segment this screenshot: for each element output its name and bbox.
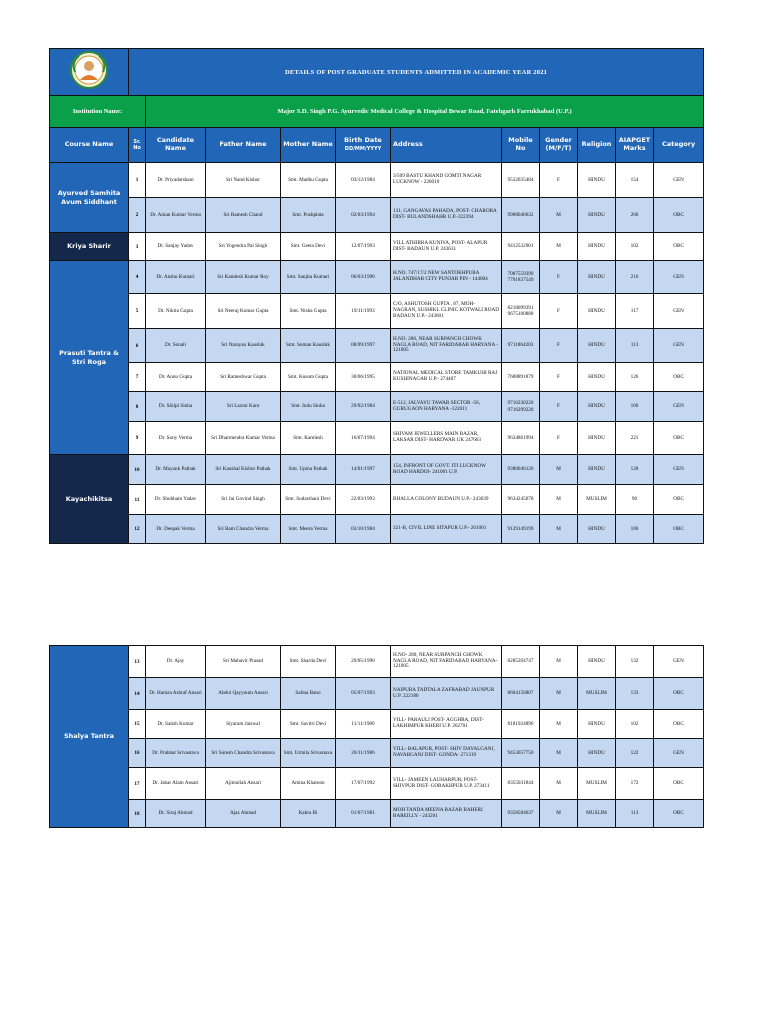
candidate-name-cell: Dr. Mayank Pathak	[146, 455, 206, 485]
candidate-name-cell: Dr. Sonali	[146, 329, 206, 363]
mother-name-cell: Smt. Sharda Devi	[281, 646, 336, 678]
candidate-name-cell: Dr. Ajay	[146, 646, 206, 678]
table-row	[50, 768, 704, 800]
gender-cell: M	[540, 233, 578, 261]
birth-date-cell: 29/02/1984	[336, 392, 391, 422]
birth-date-cell: 16/07/1994	[336, 422, 391, 455]
gender-cell: M	[540, 768, 578, 800]
father-name-cell: Sri Rameshwar Gupta	[206, 363, 281, 392]
gender-cell: F	[540, 329, 578, 363]
mother-name-cell: Smt. Upma Pathak	[281, 455, 336, 485]
mother-name-cell: Smt. Kusum Gupta	[281, 363, 336, 392]
address-cell: NATIONAL MEDICAL STORE TAMKUHI RAJ KUSHINAGAR U.P.- 274407	[391, 363, 502, 392]
mother-name-cell: Smt. Sanjita Kumari	[281, 261, 336, 294]
mother-name-cell: Smt. Indu Sinha	[281, 392, 336, 422]
birth-date-cell: 05/07/1993	[336, 678, 391, 710]
birth-date-cell: 14/01/1997	[336, 455, 391, 485]
religion-cell: HINDU	[578, 739, 616, 768]
header-sr-no: Sr. No	[129, 128, 146, 163]
sr-no-cell: 1	[129, 163, 146, 198]
address-cell: 3/509 BASTU KHAND GOMTI NAGAR LUCKNOW - 226010	[391, 163, 502, 198]
father-name-cell: Sri Dharmendra Kumar Verma	[206, 422, 281, 455]
aiapget-marks-cell: 154	[616, 163, 654, 198]
gender-cell: F	[540, 363, 578, 392]
mother-name-cell: Smt. Nisha Gupta	[281, 294, 336, 329]
candidate-name-cell: Dr. Anshu Kumari	[146, 261, 206, 294]
father-name-cell: Sri Ramesh Chand	[206, 198, 281, 233]
sr-no-cell: 9	[129, 422, 146, 455]
religion-cell: HINDU	[578, 329, 616, 363]
father-name-cell: Siyaram Jaiswal	[206, 710, 281, 739]
header-aiapget-marks: AIAPGET Marks	[616, 128, 654, 163]
mobile-no-cell: 9634861994	[502, 422, 540, 455]
aiapget-marks-cell: 113	[616, 800, 654, 828]
birth-date-cell: 03/12/1984	[336, 163, 391, 198]
header-birth-date-format: DD/MM/YYYY	[344, 146, 382, 152]
mobile-no-cell: 7087559399 7701837549	[502, 261, 540, 294]
header-gender: Gender (M/F/T)	[540, 128, 578, 163]
gender-cell: M	[540, 646, 578, 678]
candidate-name-cell: Dr. Siraj Ahmad	[146, 800, 206, 828]
birth-date-cell: 08/09/1997	[336, 329, 391, 363]
address-cell: 321-B, CIVIL LINE SITAPUR U.P.- 261001	[391, 515, 502, 544]
institution-name: Major S.D. Singh P.G. Ayurvedic Medical College & Hospital Bewar Road, Fatehgarh Farrukhabad (U.P.)	[146, 96, 704, 128]
birth-date-cell: 22/03/1993	[336, 485, 391, 515]
birth-date-cell: 12/07/1993	[336, 233, 391, 261]
father-name-cell: Sri Neeraj Kumar Gupta	[206, 294, 281, 329]
father-name-cell: Sri Nand Kishor	[206, 163, 281, 198]
category-cell: GEN	[654, 392, 704, 422]
address-cell: 154, INFRONT OF GOVT. ITI LUCKNOW ROAD HARDOI- 241001 U.P.	[391, 455, 502, 485]
candidate-name-cell: Dr. Sanjay Yadav	[146, 233, 206, 261]
header-category: Category	[654, 128, 704, 163]
table-row	[50, 329, 704, 363]
aiapget-marks-cell: 172	[616, 768, 654, 800]
table-row	[50, 455, 704, 485]
birth-date-cell: 06/03/1996	[336, 261, 391, 294]
birth-date-cell: 02/03/1994	[336, 198, 391, 233]
mobile-no-cell: 9412532901	[502, 233, 540, 261]
address-cell: VILL- BALAPUR, POST- SHIV DAYALGANJ, NAVABGANJ DIST- GONDA- 271319	[391, 739, 502, 768]
aiapget-marks-cell: 90	[616, 485, 654, 515]
mobile-no-cell: 7688891879	[502, 363, 540, 392]
mobile-no-cell: 9988046632	[502, 198, 540, 233]
candidate-name-cell: Dr. Jabar Alam Ansari	[146, 768, 206, 800]
aiapget-marks-cell: 122	[616, 739, 654, 768]
religion-cell: MUSLIM	[578, 678, 616, 710]
birth-date-cell: 01/07/1981	[336, 800, 391, 828]
birth-date-cell: 11/11/1980	[336, 710, 391, 739]
category-cell: OBC	[654, 768, 704, 800]
aiapget-marks-cell: 133	[616, 678, 654, 710]
aiapget-marks-cell: 106	[616, 392, 654, 422]
mother-name-cell: Smt. Kamlesh	[281, 422, 336, 455]
course-name-cell: Prasuti Tantra & Stri Roga	[50, 261, 129, 455]
candidate-name-cell: Dr. Shilpi Sinha	[146, 392, 206, 422]
mother-name-cell: Smt. Savitri Devi	[281, 710, 336, 739]
religion-cell: MUSLIM	[578, 768, 616, 800]
gender-cell: F	[540, 422, 578, 455]
aiapget-marks-cell: 132	[616, 646, 654, 678]
father-name-cell: Sri Kamlesh Kumar Roy	[206, 261, 281, 294]
table-row	[50, 485, 704, 515]
aiapget-marks-cell: 106	[616, 515, 654, 544]
header-father-name: Father Name	[206, 128, 281, 163]
address-cell: VILL- JAMEEN LAUHARPUR, POST- SHIVPUR DIST- GORAKHPUR U.P. 273411	[391, 768, 502, 800]
sr-no-cell: 10	[129, 455, 146, 485]
gender-cell: M	[540, 515, 578, 544]
candidate-name-cell: Dr. Sony Verma	[146, 422, 206, 455]
birth-date-cell: 30/06/1995	[336, 363, 391, 392]
gender-cell: F	[540, 392, 578, 422]
gender-cell: F	[540, 163, 578, 198]
mobile-no-cell: 9634245078	[502, 485, 540, 515]
mother-name-cell: Kabra Bi	[281, 800, 336, 828]
candidate-name-cell: Dr. Priyadarshani	[146, 163, 206, 198]
mother-name-cell: Salma Bano	[281, 678, 336, 710]
header-birth-date	[336, 128, 391, 163]
address-cell: H.NO. 747/17/2 NEW SANTOKHPURA JALANDHAR CITY PUNJAB PIN - 144004	[391, 261, 502, 294]
religion-cell: HINDU	[578, 198, 616, 233]
logo-cell	[50, 49, 129, 96]
birth-date-cell: 03/10/1984	[336, 515, 391, 544]
gender-cell: F	[540, 261, 578, 294]
religion-cell: HINDU	[578, 163, 616, 198]
mother-name-cell: Amina Khatoon	[281, 768, 336, 800]
category-cell: OBC	[654, 710, 704, 739]
address-cell: BHALLA COLONY BUDAUN U.P.- 243639	[391, 485, 502, 515]
category-cell: GEN	[654, 163, 704, 198]
mother-name-cell: Smt. Geeta Devi	[281, 233, 336, 261]
candidate-name-cell: Dr. Hamza Ashraf Ansari	[146, 678, 206, 710]
gender-cell: M	[540, 710, 578, 739]
aiapget-marks-cell: 117	[616, 294, 654, 329]
sr-no-cell: 17	[129, 768, 146, 800]
address-cell: C/O, ASHUTOSH GUPTA , 87, MOH- NAGRAN, SUSHIKL CLINIC KOTWALI ROAD BADAUN U.P.- 243601	[391, 294, 502, 329]
table-row	[50, 646, 704, 678]
table-row	[50, 710, 704, 739]
religion-cell: HINDU	[578, 392, 616, 422]
candidate-name-cell: Dr. Annu Gupta	[146, 363, 206, 392]
sr-no-cell: 15	[129, 710, 146, 739]
father-name-cell: Sri Narayan Kaushik	[206, 329, 281, 363]
mother-name-cell: Smt. Sudarshani Devi	[281, 485, 336, 515]
mobile-no-cell: 8355031844	[502, 768, 540, 800]
gender-cell: M	[540, 485, 578, 515]
sr-no-cell: 13	[129, 646, 146, 678]
address-cell: VILL- PARAULI POST- AGGHRA, DIST- LAKHIMPUR KHERI U.P. 262701	[391, 710, 502, 739]
religion-cell: HINDU	[578, 363, 616, 392]
header-mother-name: Mother Name	[281, 128, 336, 163]
father-name-cell: Sri Ram Chandra Verma	[206, 515, 281, 544]
mobile-no-cell: 9711864203	[502, 329, 540, 363]
father-name-cell: Sri Jai Govind Singh	[206, 485, 281, 515]
header-address: Address	[391, 128, 502, 163]
candidate-name-cell: Dr. Satish Kumar	[146, 710, 206, 739]
table-row	[50, 163, 704, 198]
aiapget-marks-cell: 128	[616, 455, 654, 485]
students-table-page-2	[49, 645, 704, 828]
address-cell: MOH TANDA MEENA BAZAR BAHERI BAREILLY - 243201	[391, 800, 502, 828]
mobile-no-cell: 8285394747	[502, 646, 540, 678]
course-name-cell: Ayurved Samhita Avum Siddhant	[50, 163, 129, 233]
sr-no-cell: 18	[129, 800, 146, 828]
gender-cell: M	[540, 678, 578, 710]
mobile-no-cell: 8181924896	[502, 710, 540, 739]
address-cell: E-512, JALVAYU TAWAR SECTOR -56, GURUGAON HARYANA -122011	[391, 392, 502, 422]
sr-no-cell: 6	[129, 329, 146, 363]
category-cell: OBC	[654, 198, 704, 233]
mobile-no-cell: 8218099391 9675100880	[502, 294, 540, 329]
candidate-name-cell: Dr. Aman Kumar Verma	[146, 198, 206, 233]
candidate-name-cell: Dr. Shubham Yadav	[146, 485, 206, 515]
candidate-name-cell: Dr. Deepak Verma	[146, 515, 206, 544]
category-cell: OBC	[654, 422, 704, 455]
course-name-cell: Shalya Tantra	[50, 646, 129, 828]
college-emblem-icon	[67, 50, 111, 90]
table-row	[50, 422, 704, 455]
candidate-name-cell: Dr. Nikita Gupta	[146, 294, 206, 329]
table-row	[50, 678, 704, 710]
mother-name-cell: Smt. Urmila Srivastava	[281, 739, 336, 768]
address-cell: VILL ATHIRRA KUNIYA, POST- ALAPUR DIST- BADAUN U.P. 243631	[391, 233, 502, 261]
category-cell: GEN	[654, 455, 704, 485]
mother-name-cell: Smt. Madhu Gupta	[281, 163, 336, 198]
address-cell: H.NO- 280, NEAR SURPANCH CHOWK NAGLA ROAD, NIT FARIDABAD HARYANA- 121005	[391, 646, 502, 678]
gender-cell: M	[540, 198, 578, 233]
father-name-cell: Ajimullah Ansari	[206, 768, 281, 800]
table-row	[50, 261, 704, 294]
header-course: Course Name	[50, 128, 129, 163]
category-cell: GEN	[654, 739, 704, 768]
aiapget-marks-cell: 102	[616, 710, 654, 739]
mobile-no-cell: 9453057750	[502, 739, 540, 768]
course-name-cell: Kriya Sharir	[50, 233, 129, 261]
father-name-cell: Sri Laxmi Kant	[206, 392, 281, 422]
gender-cell: M	[540, 800, 578, 828]
mother-name-cell: Smt. Suman Kaushik	[281, 329, 336, 363]
gender-cell: M	[540, 455, 578, 485]
header-candidate-name: Candidate Name	[146, 128, 206, 163]
category-cell: OBC	[654, 233, 704, 261]
father-name-cell: Sri Yogendra Pal Singh	[206, 233, 281, 261]
birth-date-cell: 29/05/1996	[336, 646, 391, 678]
table-row	[50, 233, 704, 261]
gender-cell: F	[540, 294, 578, 329]
aiapget-marks-cell: 126	[616, 363, 654, 392]
religion-cell: HINDU	[578, 422, 616, 455]
aiapget-marks-cell: 206	[616, 198, 654, 233]
aiapget-marks-cell: 113	[616, 329, 654, 363]
sr-no-cell: 5	[129, 294, 146, 329]
address-cell: SHIVAM JEWELLERS MAIN BAZAR, LAKSAR DIST- HARDWAR UK 247663	[391, 422, 502, 455]
religion-cell: HINDU	[578, 455, 616, 485]
course-name-cell: Kayachikitsa	[50, 455, 129, 544]
father-name-cell: Sri Kaushal Kishor Pathak	[206, 455, 281, 485]
header-birth-date-label: Birth Date	[344, 136, 382, 145]
address-cell: H.NO. 280, NEAR SURPANCH CHOWK NAGLA ROAD, NIT FARIDABAB HARYANA - 121005	[391, 329, 502, 363]
religion-cell: MUSLIM	[578, 485, 616, 515]
table-row	[50, 198, 704, 233]
birth-date-cell: 26/11/1986	[336, 739, 391, 768]
sr-no-cell: 16	[129, 739, 146, 768]
mobile-no-cell: 9129149199	[502, 515, 540, 544]
religion-cell: HINDU	[578, 261, 616, 294]
sr-no-cell: 3	[129, 233, 146, 261]
mother-name-cell: Smt. Meera Verma	[281, 515, 336, 544]
category-cell: GEN	[654, 329, 704, 363]
father-name-cell: Ajaz Ahmad	[206, 800, 281, 828]
sr-no-cell: 8	[129, 392, 146, 422]
mobile-no-cell: 9358584637	[502, 800, 540, 828]
category-cell: OBC	[654, 678, 704, 710]
table-row	[50, 515, 704, 544]
religion-cell: MUSLIM	[578, 800, 616, 828]
aiapget-marks-cell: 216	[616, 261, 654, 294]
sr-no-cell: 11	[129, 485, 146, 515]
table-row	[50, 363, 704, 392]
table-header	[50, 128, 704, 163]
aiapget-marks-cell: 221	[616, 422, 654, 455]
table-row	[50, 739, 704, 768]
sr-no-cell: 12	[129, 515, 146, 544]
sr-no-cell: 2	[129, 198, 146, 233]
header-religion: Religion	[578, 128, 616, 163]
birth-date-cell: 19/11/1993	[336, 294, 391, 329]
religion-cell: HINDU	[578, 710, 616, 739]
table-row	[50, 294, 704, 329]
religion-cell: HINDU	[578, 294, 616, 329]
father-name-cell: Sri Mahavir Prasad	[206, 646, 281, 678]
students-table-page-1	[49, 48, 704, 544]
category-cell: GEN	[654, 261, 704, 294]
birth-date-cell: 17/07/1992	[336, 768, 391, 800]
mobile-no-cell: 8604156807	[502, 678, 540, 710]
document-title: DETAILS OF POST GRADUATE STUDENTS ADMITTED IN ACADEMIC YEAR 2021	[129, 49, 704, 96]
table-row	[50, 392, 704, 422]
father-name-cell: Abdul Qayyoum Ansari	[206, 678, 281, 710]
religion-cell: HINDU	[578, 646, 616, 678]
mobile-no-cell: 9380046126	[502, 455, 540, 485]
mother-name-cell: Smt. Pushplata	[281, 198, 336, 233]
mobile-no-cell: 9716230220 9716299220	[502, 392, 540, 422]
religion-cell: HINDU	[578, 515, 616, 544]
header-mobile-no: Mobile No	[502, 128, 540, 163]
category-cell: GEN	[654, 646, 704, 678]
father-name-cell: Sri Suresh Chandra Srivastava	[206, 739, 281, 768]
category-cell: GEN	[654, 294, 704, 329]
category-cell: OBC	[654, 800, 704, 828]
category-cell: OBC	[654, 485, 704, 515]
sr-no-cell: 4	[129, 261, 146, 294]
candidate-name-cell: Dr. Prabhat Srivastava	[146, 739, 206, 768]
sr-no-cell: 7	[129, 363, 146, 392]
address-cell: NAIPURA TADTALA ZAFRABAD JAUNPUR U.P. 222180	[391, 678, 502, 710]
mobile-no-cell: 9532035484	[502, 163, 540, 198]
table-row	[50, 800, 704, 828]
address-cell: 131, GANGAVAS PAHADA, POST- CHARORA DIST- BULANDSHAHR U.P.-222394	[391, 198, 502, 233]
sr-no-cell: 14	[129, 678, 146, 710]
aiapget-marks-cell: 102	[616, 233, 654, 261]
institution-label: Institution Name:	[50, 96, 146, 128]
religion-cell: HINDU	[578, 233, 616, 261]
gender-cell: M	[540, 739, 578, 768]
category-cell: OBC	[654, 515, 704, 544]
category-cell: OBC	[654, 363, 704, 392]
